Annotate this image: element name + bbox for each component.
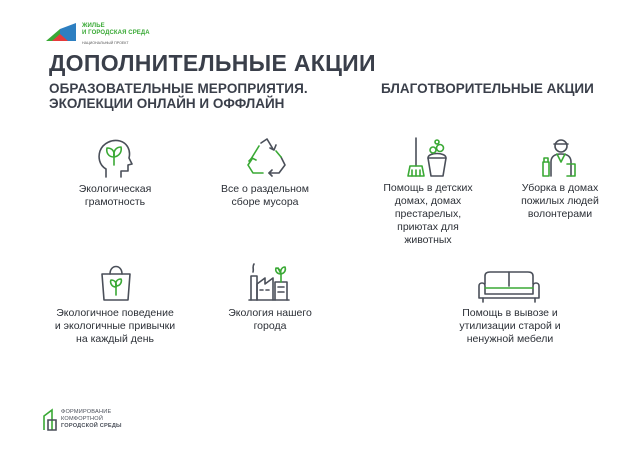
item-elderly-cleaning-line: пожилых людей [521,195,599,207]
item-help-homes-line: животных [404,234,452,246]
recycle-icon [245,137,289,177]
item-eco-literacy [60,183,170,209]
item-city-ecology-line: города [253,320,287,332]
page-title: ДОПОЛНИТЕЛЬНЫЕ АКЦИИ [49,50,376,76]
item-city-ecology-line: Экология нашего [228,307,312,319]
item-help-homes-line: приютах для [397,221,459,233]
item-help-homes [368,182,488,247]
logo-line-1: ЖИЛЬЕ [82,23,105,29]
city-factory-icon [247,262,291,302]
sofa-icon [477,270,541,304]
item-waste-sorting [210,183,320,209]
bottom-logo-line-3: ГОРОДСКОЙ СРЕДЫ [61,423,122,429]
item-eco-behavior-line: и экологичные привычки [54,320,176,332]
item-help-homes-line: престарелых, [394,208,462,220]
head-leaf-icon [94,137,134,179]
logo-line-3: НАЦИОНАЛЬНЫЙ ПРОЕКТ [82,41,129,45]
item-eco-behavior [40,307,190,346]
item-waste-sorting-line: сборе мусора [231,196,299,208]
item-city-ecology [215,307,325,333]
item-elderly-cleaning [505,182,615,221]
house-logo-icon [46,21,80,43]
item-eco-literacy-line: грамотность [84,196,146,208]
item-furniture-removal-line: Помощь в вывозе и [462,307,558,319]
cleaning-bucket-mop-icon [406,136,450,178]
item-furniture-removal-line: утилизации старой и [459,320,561,332]
subtitle-education [49,81,308,111]
item-elderly-cleaning-line: волонтерами [527,208,593,220]
item-elderly-cleaning-line: Уборка в домах [521,182,599,194]
item-eco-literacy-line: Экологическая [78,183,152,195]
national-project-logo [46,21,176,49]
comfortable-city-logo [42,407,162,435]
item-furniture-removal-line: ненужной мебели [466,333,554,345]
logo-line-2: И ГОРОДСКАЯ СРЕДА [82,30,150,36]
volunteer-cleaning-icon [539,136,579,178]
eco-bag-icon [99,262,133,302]
item-help-homes-line: Помощь в детских [383,182,473,194]
subtitle-education-line-2: ЭКОЛЕКЦИИ ОНЛАЙН И ОФФЛАЙН [49,96,285,111]
item-furniture-removal [440,307,580,346]
city-environment-logo-icon [42,408,58,432]
item-waste-sorting-line: Все о раздельном [221,183,309,195]
item-eco-behavior-line: Экологичное поведение [56,307,174,319]
item-help-homes-line: домах, домах [394,195,462,207]
bottom-logo-line-2: КОМФОРТНОЙ [61,416,104,422]
bottom-logo-line-1: ФОРМИРОВАНИЕ [61,409,112,415]
item-eco-behavior-line: на каждый день [76,333,154,345]
subtitle-education-line-1: ОБРАЗОВАТЕЛЬНЫЕ МЕРОПРИЯТИЯ. [49,81,308,96]
subtitle-charity: БЛАГОТВОРИТЕЛЬНЫЕ АКЦИИ [381,81,594,96]
